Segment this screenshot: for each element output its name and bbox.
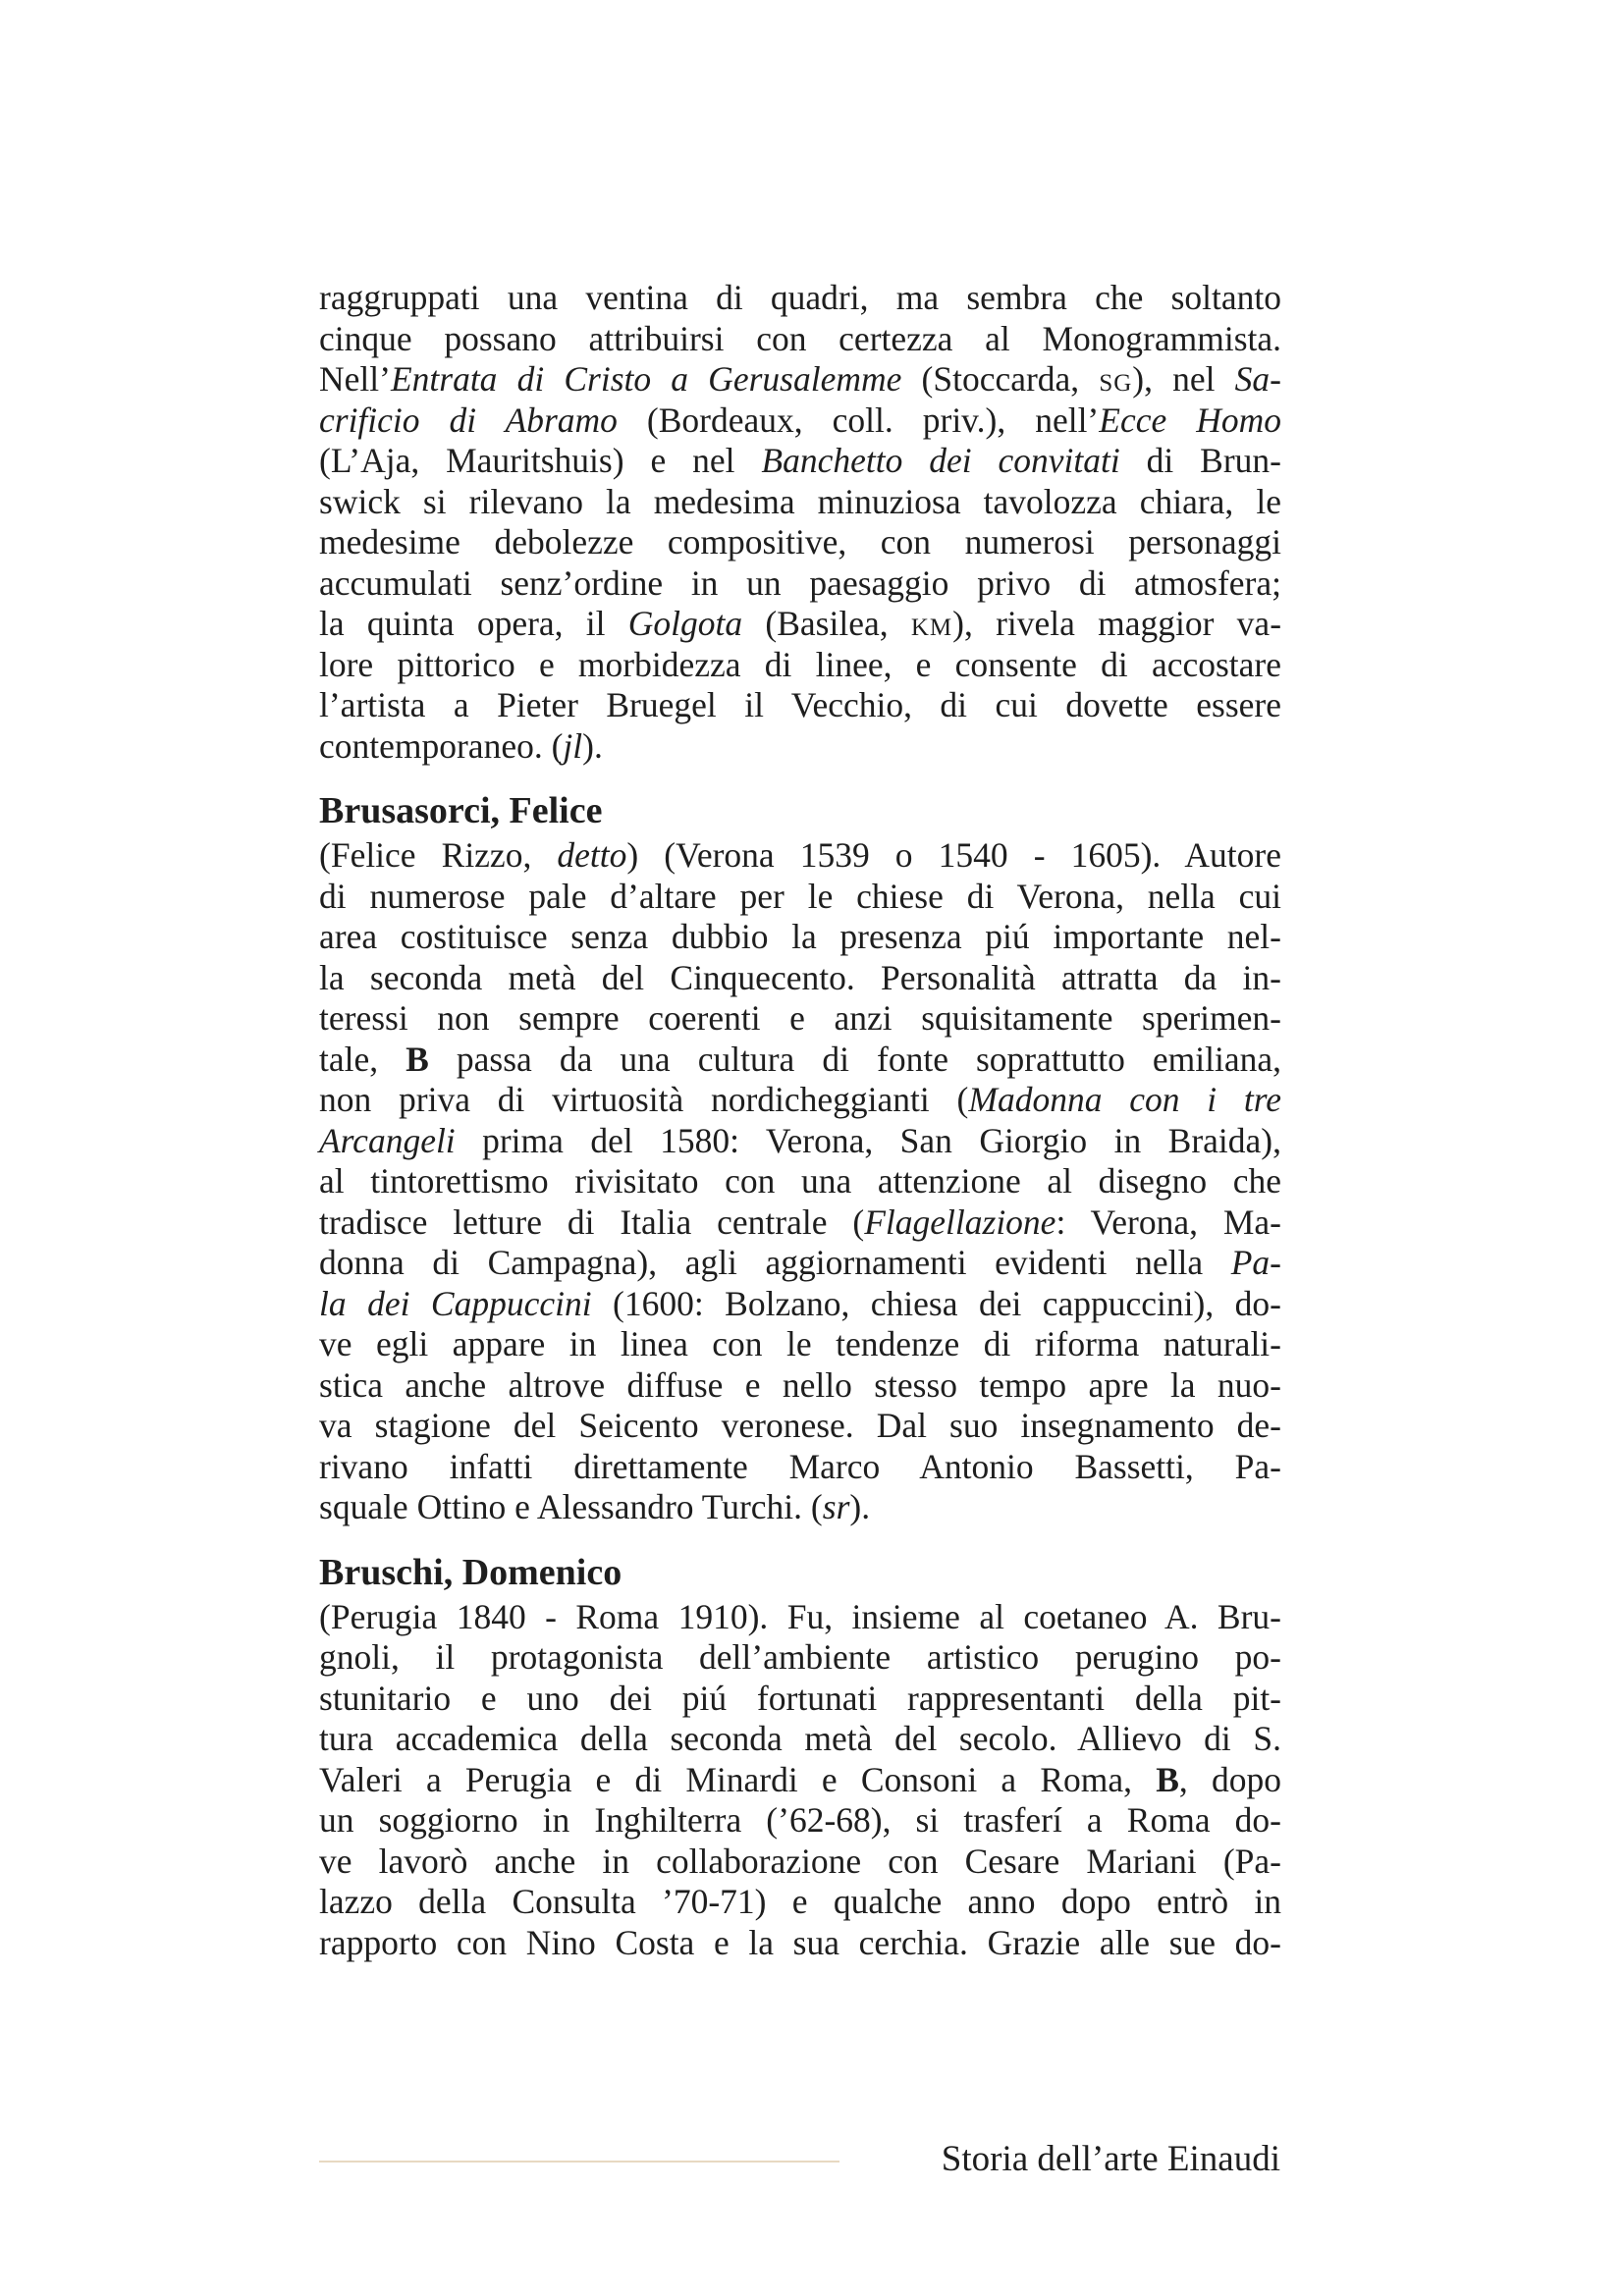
text-run: ). [849,1487,871,1526]
artwork-title: crificio di Abramo [319,400,618,440]
text-run: non priva di virtuosità nordicheggianti ( [319,1080,969,1119]
text-line [319,1284,1281,1325]
text-line: stunitario e uno dei piú fortunati rappresentanti della pit- [319,1678,1281,1718]
artwork-title: Madonna con i tre [968,1080,1281,1119]
artwork-title: Golgota [627,604,743,643]
text-line: accumulati senz’ordine in un paesaggio privo di atmosfera; [319,562,1281,603]
text-line: teressi non sempre coerenti e anzi squisitamente sperimen- [319,998,1281,1038]
text-run: Valeri a Perugia e di Minardi e Consoni a Roma, [319,1759,1157,1799]
text-line [319,1487,1281,1528]
text-line [319,1760,1281,1801]
artwork-title: Flagellazione [864,1201,1056,1242]
footer-publisher: Storia dell’arte Einaudi [941,2139,1280,2179]
text-line: un soggiorno in Inghilterra (’62-68), si trasferí a Roma do- [319,1800,1281,1840]
text-line: tura accademica della seconda metà del secolo. Allievo di S. [319,1719,1281,1758]
text-run: tradisce letture di Italia centrale ( [319,1201,865,1242]
text-run: tale, [319,1039,406,1079]
artwork-title: Banchetto dei convitati [761,441,1120,480]
artwork-title: la dei Cappuccini [319,1283,592,1323]
text-run: ). [582,725,603,766]
text-run: prima del 1580: Verona, San Giorgio in Braida), [455,1120,1281,1160]
text-line [319,400,1281,442]
page-body [319,278,1281,1963]
artwork-title: Ecce Homo [1099,400,1282,440]
text-line [319,441,1281,482]
text-line: va stagione del Seicento veronese. Dal suo insegnamento de- [319,1406,1281,1445]
text-line: cinque possano attribuirsi con certezza al Monogrammista. [319,318,1281,358]
text-line: medesime debolezze compositive, con numerosi personaggi [319,522,1281,561]
text-line [319,1080,1281,1121]
abbreviation: km [910,604,953,643]
subject-initial: B [1156,1759,1179,1799]
text-line: (Perugia 1840 - Roma 1910). Fu, insieme al coetaneo A. Bru- [319,1596,1281,1636]
italic-run: detto [557,835,627,875]
text-line: al tintorettismo rivisitato con una attenzione al disegno che [319,1161,1281,1201]
author-initials: sr [822,1487,850,1526]
text-run: (Stoccarda, [901,359,1100,399]
text-line [319,1202,1281,1244]
text-line [319,359,1281,400]
text-line [319,1121,1281,1162]
text-line: gnoli, il protagonista dell’ambiente artistico perugino po- [319,1637,1281,1677]
text-line: area costituisce senza dubbio la presenza piú importante nel- [319,917,1281,956]
text-line: rivano infatti direttamente Marco Antonio Bassetti, Pa- [319,1446,1281,1486]
artwork-title: Arcangeli [319,1120,456,1160]
artwork-title: Sa- [1234,359,1281,399]
text-run: contemporaneo. ( [319,725,564,766]
text-run: (Bordeaux, coll. priv.), nell’ [617,400,1100,440]
text-line: swick si rilevano la medesima minuziosa tavolozza chiara, le [319,481,1281,521]
entry-body [319,835,1281,1528]
text-run: passa da una cultura di fonte soprattutto emiliana, [428,1039,1281,1079]
subject-initial: B [406,1039,429,1079]
text-run: (L’Aja, Mauritshuis) e nel [319,441,762,480]
text-run: donna di Campagna), agli aggiornamenti evidenti nella [319,1243,1231,1282]
text-run: (Basilea, [742,604,911,643]
footer-rule [319,2161,839,2163]
entry-heading: Bruschi, Domenico [319,1551,622,1593]
text-line: l’artista a Pieter Bruegel il Vecchio, di cui dovette essere [319,685,1281,724]
text-run: ), nel [1132,359,1235,399]
text-line: di numerose pale d’altare per le chiese di Verona, nella cui [319,876,1281,916]
text-line: lazzo della Consulta ’70-71) e qualche anno dopo entrò in [319,1882,1281,1921]
text-line: stica anche altrove diffuse e nello stesso tempo apre la nuo- [319,1364,1281,1405]
text-run: ), rivela maggior va- [952,604,1282,643]
artwork-title: Entrata di Cristo a Gerusalemme [390,359,902,399]
text-run: : Verona, Ma- [1055,1201,1282,1242]
text-run: ) (Verona 1539 o 1540 - 1605). Autore [626,835,1281,875]
text-line: ve egli appare in linea con le tendenze di riforma naturali- [319,1324,1281,1363]
text-run: la quinta opera, il [319,604,628,643]
text-line: lore pittorico e morbidezza di linee, e consente di accostare [319,644,1281,684]
paragraph-continuation [319,278,1281,767]
text-line: ve lavorò anche in collaborazione con Cesare Mariani (Pa- [319,1841,1281,1881]
text-line: rapporto con Nino Costa e la sua cerchia. Grazie alle sue do- [319,1922,1281,1962]
text-run: (1600: Bolzano, chiesa dei cappuccini), do- [591,1283,1281,1323]
author-initials: jl [563,725,583,766]
text-run: di Brun- [1119,441,1282,480]
text-line [319,1243,1281,1284]
artwork-title: Pa- [1230,1243,1281,1282]
text-run: squale Ottino e Alessandro Turchi. ( [319,1487,823,1526]
text-line [319,1040,1281,1081]
entry-body [319,1597,1281,1964]
text-line: raggruppati una ventina di quadri, ma sembra che soltanto [319,278,1281,317]
text-line [319,604,1281,645]
abbreviation: sg [1099,359,1133,399]
entry-heading: Brusasorci, Felice [319,790,603,831]
text-line: la seconda metà del Cinquecento. Personalità attratta da in- [319,957,1281,997]
text-run: Nell’ [319,359,391,399]
text-run: (Felice Rizzo, [319,835,558,875]
text-line [319,835,1281,877]
text-run: , dopo [1178,1759,1281,1799]
text-line [319,726,1281,768]
